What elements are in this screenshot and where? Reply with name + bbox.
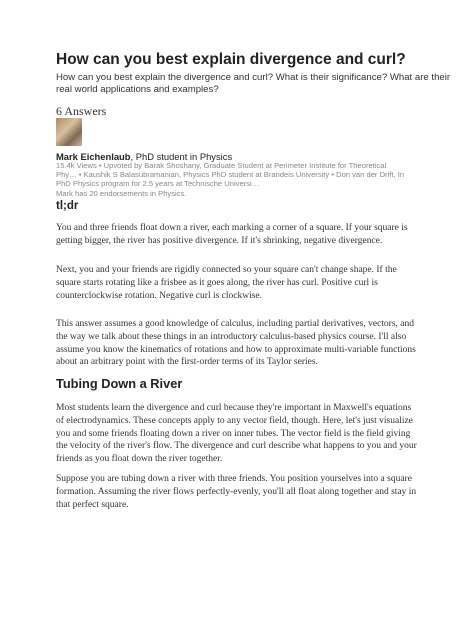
- meta-line: Mark has 20 endorsements in Physics.: [56, 188, 187, 198]
- answer-meta: [56, 161, 416, 198]
- meta-line: Phy… • Kaushik S Balasubramanian, Physics PhD student at Brandeis University • Don van der Drift, In: [56, 170, 405, 180]
- section-paragraph: Suppose you are tubing down a river with three friends. You position yourselves into a square formation. Assuming the river flows perfectly-evenly, you'll all float along together and stay in that perfect square.: [56, 474, 417, 510]
- tldr-heading: tl;dr: [56, 200, 79, 212]
- section-paragraph: Most students learn the divergence and curl because they're important in Maxwell's equations of electrodynamics. These concepts apply to any vector field, though. Here, let's just visualize you and some friends floating down a river on inner tubes. The vector field is the field giving the velocity of the river's flow. The divergence and curl describe what happens to you and your friends as you float down the river together.: [56, 403, 417, 465]
- answer-paragraph: You and three friends float down a river, each marking a corner of a square. If your square is getting bigger, the river has positive divergence. If it's shrinking, negative divergence.: [56, 223, 408, 246]
- section-heading: Tubing Down a River: [56, 376, 183, 391]
- author-name-link[interactable]: Mark Eichenlaub: [56, 151, 131, 162]
- meta-line: 15.4k Views • Upvoted by Barak Shoshany, Graduate Student at Perimeter Institute for Theoretical: [56, 161, 387, 170]
- answer-paragraph: This answer assumes a good knowledge of calculus, including partial derivatives, vectors, and the way we talk about these things in an introductory calculus-based physics course. I'll also assume you know the kinematics of rotations and how to approximate multi-variable functions about an arbitrary point with the first-order terms of its Taylor series.: [56, 319, 416, 368]
- author-avatar[interactable]: [56, 118, 82, 146]
- question-title[interactable]: How can you best explain divergence and curl?: [56, 51, 406, 68]
- author-credential: , PhD student in Physics: [130, 151, 233, 162]
- meta-line: PhD Physics program for 2.5 years at Technische Universi…: [56, 179, 260, 189]
- answers-count: 6 Answers: [56, 104, 107, 118]
- answer-paragraph: Next, you and your friends are rigidly connected so your square can't change shape. If the square starts rotating like a frisbee as it goes along, the river has curl. Positive curl is counterclockwise rotation. Negative curl is clockwise.: [56, 265, 397, 301]
- question-details: How can you best explain the divergence and curl? What is their significance? What are their real world applications and examples?: [56, 72, 451, 96]
